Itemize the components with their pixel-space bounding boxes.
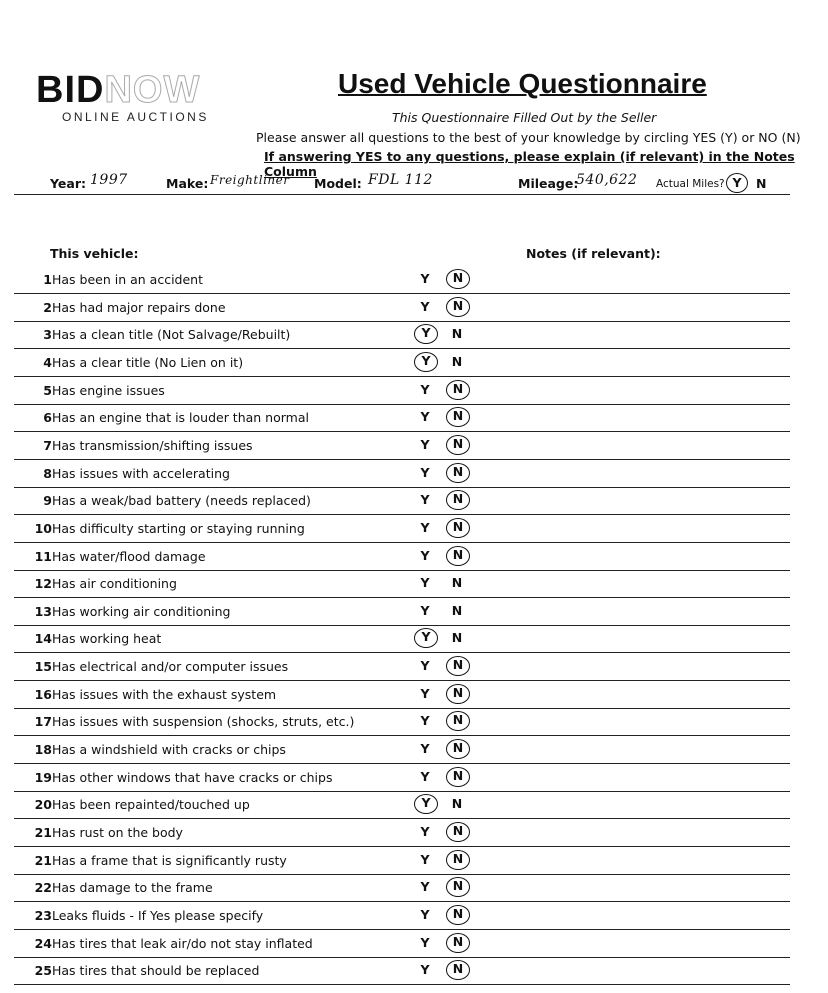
model-label: Model: bbox=[314, 176, 362, 191]
question-text: Has an engine that is louder than normal bbox=[52, 410, 309, 426]
question-row bbox=[14, 791, 790, 819]
question-number: 6 bbox=[43, 410, 52, 426]
answer-yes[interactable]: Y bbox=[420, 409, 430, 425]
answer-no[interactable]: N bbox=[451, 630, 463, 646]
answer-no[interactable]: N bbox=[446, 490, 470, 510]
question-number: 25 bbox=[34, 963, 52, 979]
answer-yes[interactable]: Y bbox=[420, 685, 430, 701]
answer-no[interactable]: N bbox=[446, 739, 470, 759]
question-row bbox=[14, 598, 790, 626]
question-number: 21 bbox=[34, 852, 52, 868]
question-text: Has electrical and/or computer issues bbox=[52, 659, 289, 675]
actual-miles-no[interactable]: N bbox=[756, 176, 767, 191]
question-row bbox=[14, 294, 790, 322]
answer-no[interactable]: N bbox=[451, 796, 463, 812]
question-row bbox=[14, 404, 790, 432]
question-row bbox=[14, 653, 790, 681]
year-label: Year: bbox=[50, 176, 86, 191]
answer-no[interactable]: N bbox=[446, 407, 470, 427]
question-row bbox=[14, 708, 790, 736]
question-number: 1 bbox=[43, 272, 52, 287]
answer-yes[interactable]: Y bbox=[414, 324, 438, 344]
question-text: Has a frame that is significantly rusty bbox=[52, 852, 287, 868]
question-row bbox=[14, 874, 790, 902]
question-text: Has a clean title (Not Salvage/Rebuilt) bbox=[52, 327, 291, 343]
answer-no[interactable]: N bbox=[446, 656, 470, 676]
question-text: Has issues with the exhaust system bbox=[52, 686, 277, 702]
question-text: Has tires that should be replaced bbox=[52, 963, 260, 979]
answer-yes[interactable]: Y bbox=[420, 906, 430, 922]
question-number: 3 bbox=[43, 327, 52, 343]
answer-yes[interactable]: Y bbox=[420, 851, 430, 867]
question-text: Has difficulty starting or staying running bbox=[52, 520, 305, 536]
question-row bbox=[14, 377, 790, 405]
mileage-value[interactable]: 540,622 bbox=[576, 172, 638, 188]
question-row bbox=[14, 930, 790, 958]
answer-no[interactable]: N bbox=[446, 960, 470, 980]
answer-yes[interactable]: Y bbox=[420, 713, 430, 729]
year-value[interactable]: 1997 bbox=[90, 172, 128, 188]
answer-no[interactable]: N bbox=[446, 518, 470, 538]
question-row bbox=[14, 819, 790, 847]
make-value[interactable]: Freightliner bbox=[210, 173, 290, 187]
answer-yes[interactable]: Y bbox=[420, 602, 430, 618]
answer-yes[interactable]: Y bbox=[420, 934, 430, 950]
answer-yes[interactable]: Y bbox=[414, 628, 438, 648]
answer-no[interactable]: N bbox=[446, 905, 470, 925]
explain-note: If answering YES to any questions, please explain (if relevant) in the Notes Column bbox=[264, 149, 795, 179]
answer-no[interactable]: N bbox=[446, 463, 470, 483]
question-row bbox=[14, 487, 790, 515]
question-text: Has transmission/shifting issues bbox=[52, 437, 253, 453]
question-text: Has a weak/bad battery (needs replaced) bbox=[52, 493, 311, 509]
question-row bbox=[14, 266, 790, 294]
question-row bbox=[14, 460, 790, 488]
question-number: 19 bbox=[34, 769, 52, 785]
question-number: 22 bbox=[34, 880, 52, 896]
question-text: Has water/flood damage bbox=[52, 548, 206, 564]
answer-yes[interactable]: Y bbox=[420, 547, 430, 563]
question-row bbox=[14, 902, 790, 930]
answer-yes[interactable]: Y bbox=[420, 464, 430, 480]
question-text: Has other windows that have cracks or chips bbox=[52, 769, 333, 785]
question-number: 16 bbox=[34, 686, 52, 702]
answer-yes[interactable]: Y bbox=[420, 575, 430, 591]
question-text: Leaks fluids - If Yes please specify bbox=[52, 907, 264, 923]
logo-bid: BID bbox=[36, 69, 105, 111]
answer-no[interactable]: N bbox=[446, 269, 470, 289]
answer-yes[interactable]: Y bbox=[420, 824, 430, 839]
actual-miles-label: Actual Miles? bbox=[656, 178, 725, 190]
answer-no[interactable]: N bbox=[446, 435, 470, 455]
question-row bbox=[14, 681, 790, 709]
answer-no[interactable]: N bbox=[446, 380, 470, 400]
question-number: 5 bbox=[43, 382, 52, 398]
mileage-label: Mileage: bbox=[518, 176, 579, 191]
answer-yes[interactable]: Y bbox=[420, 519, 430, 535]
answer-no[interactable]: N bbox=[451, 602, 463, 618]
question-number: 24 bbox=[34, 935, 52, 951]
question-row bbox=[14, 625, 790, 653]
answer-no[interactable]: N bbox=[451, 575, 463, 591]
logo-now: NOW bbox=[104, 69, 201, 111]
question-row bbox=[14, 543, 790, 571]
answer-yes[interactable]: Y bbox=[420, 962, 430, 978]
question-text: Has a windshield with cracks or chips bbox=[52, 742, 286, 758]
answer-yes[interactable]: Y bbox=[420, 879, 430, 895]
question-row bbox=[14, 432, 790, 460]
question-text: Has had major repairs done bbox=[52, 299, 226, 315]
question-text: Has tires that leak air/do not stay inflated bbox=[52, 935, 313, 951]
question-number: 10 bbox=[34, 520, 52, 536]
question-text: Has rust on the body bbox=[52, 825, 183, 840]
vehicle-info-line bbox=[14, 172, 790, 195]
answer-yes[interactable]: Y bbox=[414, 352, 438, 372]
answer-no[interactable]: N bbox=[451, 326, 463, 342]
question-number: 14 bbox=[34, 631, 52, 647]
answer-no[interactable]: N bbox=[446, 684, 470, 704]
question-row bbox=[14, 957, 790, 985]
answer-yes[interactable]: Y bbox=[420, 436, 430, 452]
question-row bbox=[14, 349, 790, 377]
answer-yes[interactable]: Y bbox=[420, 658, 430, 674]
answer-yes[interactable]: Y bbox=[420, 492, 430, 508]
answer-yes[interactable]: Y bbox=[420, 298, 430, 314]
question-text: Has been in an accident bbox=[52, 272, 204, 287]
question-row bbox=[14, 570, 790, 598]
question-number: 11 bbox=[34, 548, 52, 564]
actual-miles-yes[interactable]: Y bbox=[726, 173, 748, 193]
vehicle-column-header: This vehicle: bbox=[50, 246, 139, 261]
question-row bbox=[14, 847, 790, 875]
answer-yes[interactable]: Y bbox=[414, 794, 438, 814]
answer-no[interactable]: N bbox=[446, 711, 470, 731]
question-number: 20 bbox=[34, 797, 52, 813]
answer-no[interactable]: N bbox=[446, 822, 470, 842]
question-number: 7 bbox=[43, 437, 52, 453]
answer-no[interactable]: N bbox=[451, 353, 463, 369]
question-text: Has a clear title (No Lien on it) bbox=[52, 354, 244, 370]
page-title: Used Vehicle Questionnaire bbox=[338, 68, 707, 99]
bidnow-logo bbox=[36, 69, 236, 124]
notes-column-header: Notes (if relevant): bbox=[526, 246, 661, 261]
model-value[interactable]: FDL 112 bbox=[368, 172, 433, 188]
question-number: 13 bbox=[34, 603, 52, 619]
answer-no[interactable]: N bbox=[446, 767, 470, 787]
question-number: 21 bbox=[34, 825, 52, 840]
answer-no[interactable]: N bbox=[446, 850, 470, 870]
instructions: Please answer all questions to the best of your knowledge by circling YES (Y) or NO (N) bbox=[256, 130, 801, 145]
question-number: 15 bbox=[34, 659, 52, 675]
question-number: 4 bbox=[43, 354, 52, 370]
question-number: 8 bbox=[43, 465, 52, 481]
question-number: 18 bbox=[34, 742, 52, 758]
question-text: Has damage to the frame bbox=[52, 880, 213, 896]
answer-no[interactable]: N bbox=[446, 546, 470, 566]
answer-no[interactable]: N bbox=[446, 877, 470, 897]
question-text: Has been repainted/touched up bbox=[52, 797, 250, 813]
answer-yes[interactable]: Y bbox=[420, 271, 430, 286]
question-text: Has issues with accelerating bbox=[52, 465, 230, 481]
subtitle: This Questionnaire Filled Out by the Seller bbox=[392, 110, 657, 125]
question-text: Has engine issues bbox=[52, 382, 165, 398]
question-number: 12 bbox=[34, 576, 52, 592]
question-number: 9 bbox=[43, 493, 52, 509]
question-row bbox=[14, 736, 790, 764]
question-number: 23 bbox=[34, 907, 52, 923]
answer-yes[interactable]: Y bbox=[420, 381, 430, 397]
make-label: Make: bbox=[166, 176, 209, 191]
question-number: 2 bbox=[43, 299, 52, 315]
question-text: Has working heat bbox=[52, 631, 162, 647]
answer-no[interactable]: N bbox=[446, 297, 470, 317]
question-text: Has issues with suspension (shocks, struts, etc.) bbox=[52, 714, 355, 730]
answer-no[interactable]: N bbox=[446, 933, 470, 953]
question-row bbox=[14, 764, 790, 792]
logo-subtitle: ONLINE AUCTIONS bbox=[62, 110, 209, 124]
question-number: 17 bbox=[34, 714, 52, 730]
question-text: Has air conditioning bbox=[52, 576, 177, 592]
question-row bbox=[14, 321, 790, 349]
answer-yes[interactable]: Y bbox=[420, 741, 430, 757]
question-row bbox=[14, 515, 790, 543]
answer-yes[interactable]: Y bbox=[420, 768, 430, 784]
question-text: Has working air conditioning bbox=[52, 603, 231, 619]
